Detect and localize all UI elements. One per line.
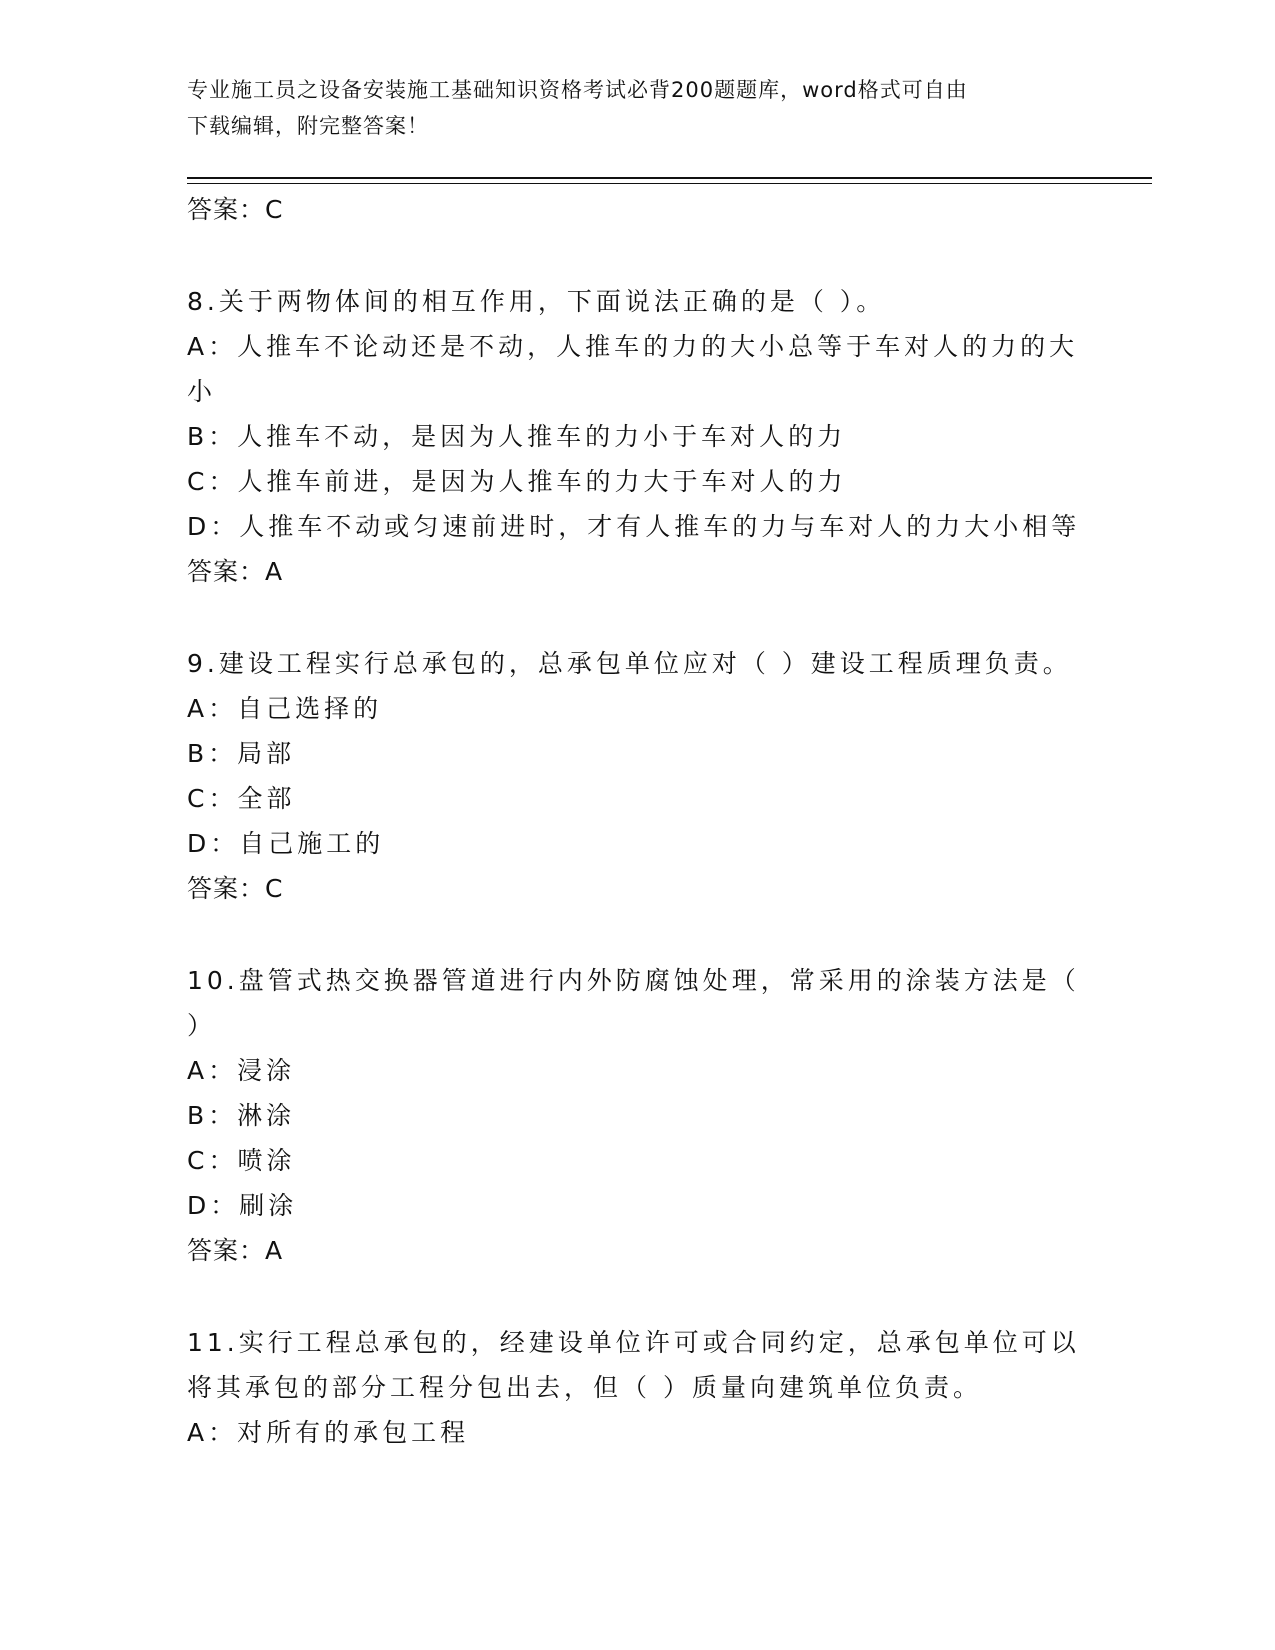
question-stem: 10.盘管式热交换器管道进行内外防腐蚀处理，常采用的涂装方法是（ [187, 966, 1080, 995]
question-11 [187, 1320, 1087, 1455]
option-a: A：对所有的承包工程 [187, 1418, 470, 1447]
option-c: C：全部 [187, 784, 296, 813]
option-a-continued: 小 [187, 377, 217, 406]
document-header [187, 72, 1067, 144]
option-c: C：喷涂 [187, 1146, 296, 1175]
question-stem: 11.实行工程总承包的，经建设单位许可或合同约定，总承包单位可以 [187, 1328, 1080, 1357]
option-b: B：人推车不动，是因为人推车的力小于车对人的力 [187, 422, 847, 451]
header-divider-thin [187, 183, 1152, 184]
answer: 答案：A [187, 557, 284, 586]
option-a: A：浸涂 [187, 1056, 296, 1085]
option-d: D：自己施工的 [187, 829, 385, 858]
question-9 [187, 641, 1087, 911]
question-stem: 8.关于两物体间的相互作用，下面说法正确的是（ ）。 [187, 287, 886, 316]
option-c: C：人推车前进，是因为人推车的力大于车对人的力 [187, 467, 847, 496]
answer-previous: 答案：C [187, 195, 284, 224]
option-a: A：自己选择的 [187, 694, 383, 723]
option-b: B：淋涂 [187, 1101, 296, 1130]
option-b: B：局部 [187, 739, 296, 768]
header-divider-thick [187, 177, 1152, 179]
question-8 [187, 279, 1087, 594]
option-d: D：人推车不动或匀速前进时，才有人推车的力与车对人的力大小相等 [187, 512, 1081, 541]
question-stem-continued: ） [187, 1011, 217, 1040]
answer: 答案：A [187, 1236, 284, 1265]
answer: 答案：C [187, 874, 284, 903]
question-10 [187, 958, 1087, 1273]
question-list [187, 187, 1087, 1455]
header-line-2: 下载编辑，附完整答案！ [187, 114, 429, 138]
header-line-1: 专业施工员之设备安装施工基础知识资格考试必背200题题库，word格式可自由 [187, 78, 968, 102]
question-stem-continued: 将其承包的部分工程分包出去，但（ ）质量向建筑单位负责。 [187, 1373, 982, 1402]
option-d: D：刷涂 [187, 1191, 298, 1220]
question-stem: 9.建设工程实行总承包的，总承包单位应对（ ）建设工程质理负责。 [187, 649, 1072, 678]
option-a: A：人推车不论动还是不动，人推车的力的大小总等于车对人的力的大 [187, 332, 1079, 361]
